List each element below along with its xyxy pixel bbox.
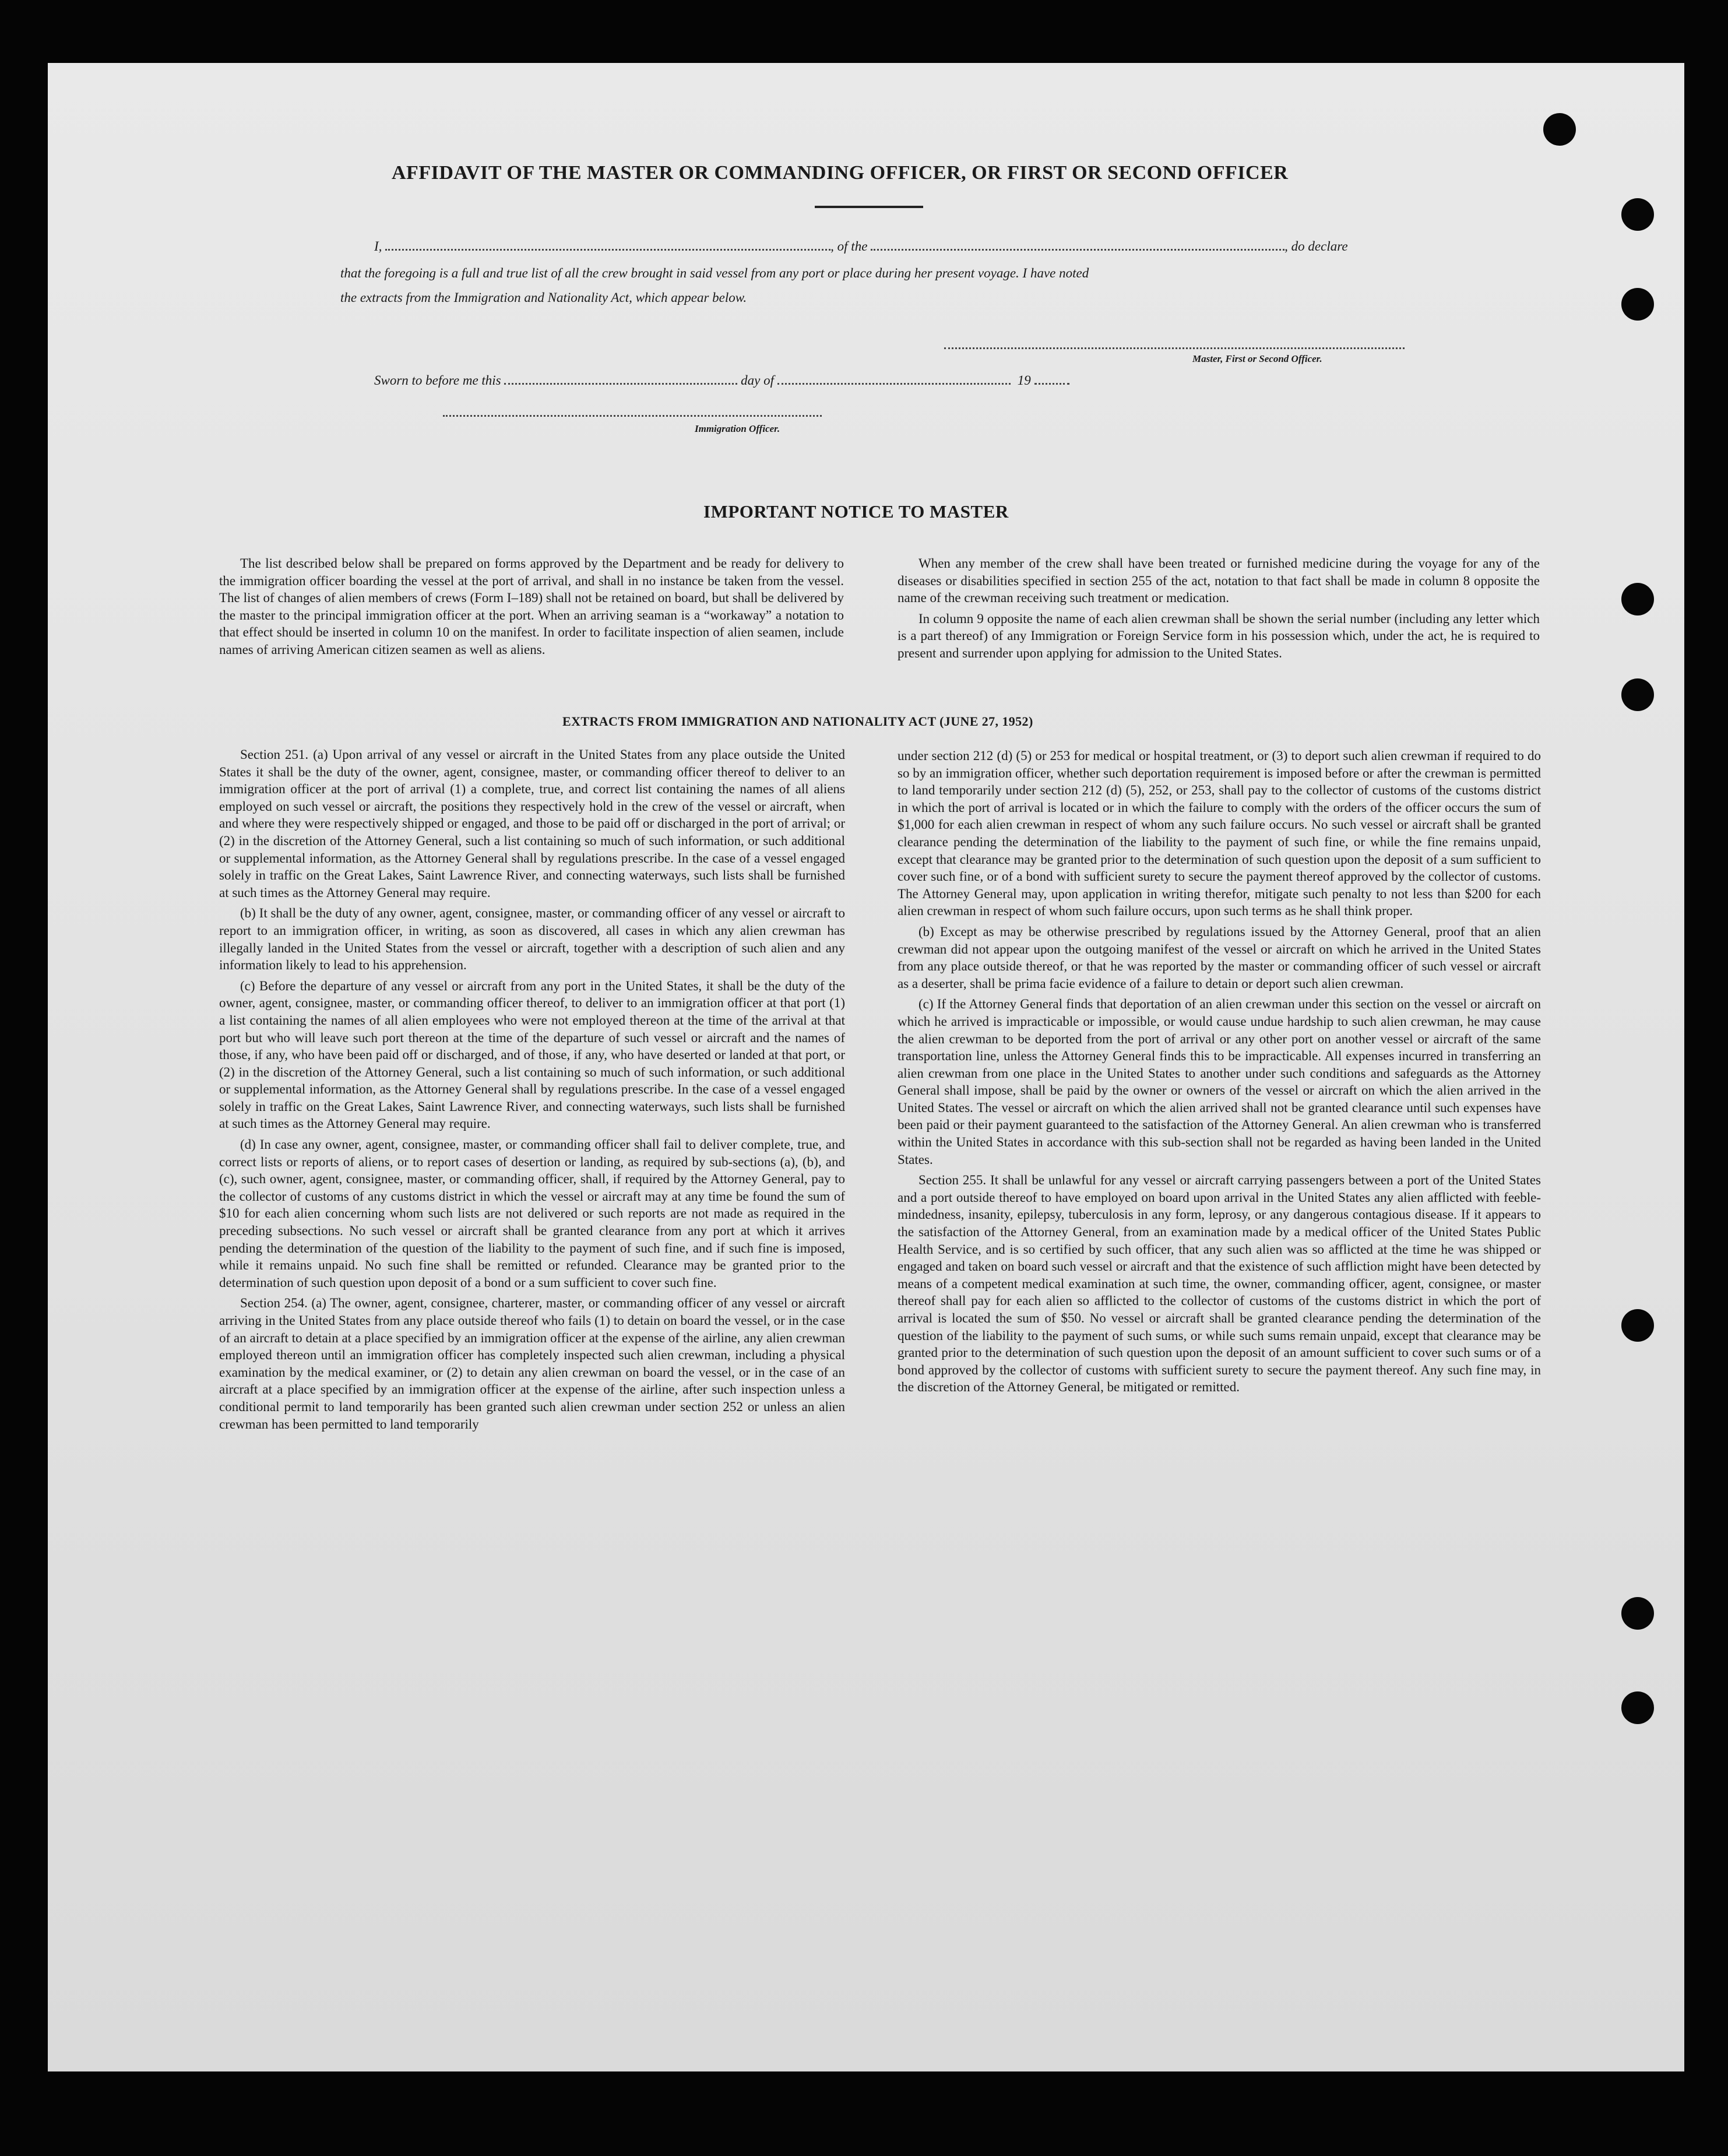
name-field[interactable] <box>385 249 830 251</box>
vessel-field[interactable] <box>871 249 1284 251</box>
master-caption: Master, First or Second Officer. <box>1192 353 1322 364</box>
extracts-title: EXTRACTS FROM IMMIGRATION AND NATIONALITY ACT (JUNE 27, 1952) <box>562 714 1033 729</box>
punch-hole <box>1621 678 1654 711</box>
affidavit-line3: the extracts from the Immigration and Nationality Act, which appear below. <box>340 290 747 305</box>
master-signature-line[interactable] <box>944 347 1405 349</box>
officer-caption: Immigration Officer. <box>695 423 780 434</box>
punch-hole <box>1621 1597 1654 1630</box>
punch-hole <box>1543 113 1576 146</box>
sworn-label: Sworn to before me this <box>374 373 501 388</box>
affidavit-title: AFFIDAVIT OF THE MASTER OR COMMANDING OFFICER, OR FIRST OR SECOND OFFICER <box>392 162 1289 184</box>
section-254c: (c) If the Attorney General finds that deportation of an alien crewman under this section on the vessel or aircraft on which he arrived is impracticable or impossible, or would cause undue hardship to such alien crewman, he may cause the alien crewman to be deported from the port of arrival or any other port on another vessel or aircraft of the same transportation line, unless the Attorney General finds this to be impracticable. All expenses incurred in transferring an alien crewman from one place in the United States to another under such conditions and safeguards as the Attorney General shall impose, shall be paid by the owner or owners of the vessel or aircraft on which the alien arrived in the United States. The vessel or aircraft on which the alien arrived shall not be granted clearance until such expenses have been paid or their payment guaranteed to the satisfaction of the Attorney General. An alien crewman who is transferred within the United States in accordance with this sub-section shall not be regarded as having been landed in the United States. <box>898 997 1541 1167</box>
affidavit-do-declare: , do declare <box>1284 239 1348 254</box>
punch-hole <box>1621 198 1654 231</box>
section-255: Section 255. It shall be unlawful for any vessel or aircraft carrying passengers between a port of the United States and a port outside thereof to have employed on board upon arrival in the United States any alien afflicted with feeble-mindedness, insanity, epilepsy, tuberculosis in any form, leprosy, or any dangerous contagious disease. If it appears to the satisfaction of the Attorney General, from an examination made by a medical officer of the United States Public Health Service, and is so certified by such officer, that any such alien was so afflicted at the time he was shipped or engaged and taken on board such vessel or aircraft and that the existence of such affliction might have been detected by means of a competent medical examination at such time, the owner, commanding officer, agent, consignee, or master thereof shall pay for each alien so afflicted to the collector of customs of the customs district in which the port of arrival is located the sum of $50. No vessel or aircraft shall be granted clearance pending the determination of the question of the liability to the payment of such sums, or while such sums remain unpaid, except that clearance may be granted prior to the determination of such question upon the deposit of an amount sufficient to cover such sums or of a bond approved by the collector of customs with sufficient surety to secure the payment thereof. Any such fine may, in the discretion of the Attorney General, be mitigated or remitted. <box>898 1173 1541 1395</box>
section-251c: (c) Before the departure of any vessel or aircraft from any port in the United States, it shall be the duty of the owner, agent, consignee, master, or commanding officer thereof, to deliver to an immigration officer at that port (1) a list containing the names of all alien employees who were not employed thereon at the time of the arrival at that port but who will leave such port thereon at the time of the departure of such vessel or aircraft and the names of those, if any, who have been paid off or discharged, and of those, if any, who have deserted or landed at that port, or (2) in the discretion of the Attorney General, such a list containing so much of such information, or such additional or supplemental information, as the Attorney General shall by regulations prescribe. In the case of a vessel engaged solely in traffic on the Great Lakes, Saint Lawrence River, and connecting waterways, such lists shall be furnished at such times as the Attorney General may require. <box>219 978 845 1131</box>
sworn-day-field[interactable] <box>504 383 737 385</box>
section-251a: Section 251. (a) Upon arrival of any vessel or aircraft in the United States from any place outside the United States it shall be the duty of the owner, agent, consignee, master, or commanding officer thereof to deliver to an immigration officer at the port of arrival (1) a complete, true, and correct list containing the names of all aliens employed on such vessel or aircraft, the positions they respectively hold in the crew of the vessel or aircraft, when and where they were respectively shipped or engaged, and those to be paid off or discharged in the port of arrival; or (2) in the discretion of the Attorney General, such a list containing so much of such information, or such additional or supplemental information, as the Attorney General shall by regulations prescribe. In the case of a vessel engaged solely in traffic on the Great Lakes, Saint Lawrence River, and connecting waterways, such lists shall be furnished at such times as the Attorney General may require. <box>219 747 845 900</box>
section-254a: Section 254. (a) The owner, agent, consignee, charterer, master, or commanding officer of any vessel or aircraft arriving in the United States from any place outside thereof who fails (1) to detain on board the vessel, or in the case of an aircraft to detain at a place specified by an immigration officer at the expense of the airline, any alien crewman employed thereon until an immigration officer has completely inspected such alien crewman, including a physical examination by the medical examiner, or (2) to detain any alien crewman on board the vessel, or in the case of an aircraft at a place specified by an immigration officer at the expense of the airline, after such inspection unless a conditional permit to land temporarily has been granted such alien crewman under section 252 or unless an alien crewman has been permitted to land temporarily <box>219 1296 845 1432</box>
notice-title: IMPORTANT NOTICE TO MASTER <box>703 501 1009 522</box>
notice-right-paragraph-1: When any member of the crew shall have been treated or furnished medicine during the voyage for any of the diseases or disabilities specified in section 255 of the act, notation to that fact shall be made in column 8 opposite the name of the crewman receiving such treatment or medication. <box>898 556 1540 605</box>
section-251d: (d) In case any owner, agent, consignee, master, or commanding officer shall fail to deliver complete, true, and correct lists or reports of aliens, or to report cases of desertion or landing, as required by sub-sections (a), (b), and (c), such owner, agent, consignee, master, or commanding officer, shall, if required by the Attorney General, pay to the collector of customs of any customs district in which the vessel or aircraft may at any time be found the sum of $10 for each alien concerning whom such lists are not delivered or such reports are not made as required in the preceding subsections. No such vessel or aircraft shall be granted clearance from any port at which it arrives pending the determination of the question of the liability to the payment of such fine, and if such fine is imposed, while it remains unpaid. No such fine shall be remitted or refunded. Clearance may be granted prior to the determination of such question upon deposit of a bond or a sum sufficient to cover such fine. <box>219 1137 845 1290</box>
section-254a-continued: under section 212 (d) (5) or 253 for medical or hospital treatment, or (3) to deport such alien crewman if required to do so by an immigration officer, whether such deportation requirement is imposed before or after the crewman is permitted to land temporarily under section 212 (d) (5), 252, or 253, shall pay to the collector of customs of the customs district in which the port of arrival is located or in which the failure to comply with the orders of the officer occurs the sum of $1,000 for each alien crewman in respect of whom any such failure occurs. No such vessel or aircraft shall be granted clearance pending the determination of the liability to the payment of such fine, or while the fine remains unpaid, except that clearance may be granted prior to the determination of such question upon the deposit of a sum sufficient to cover such fine, or of a bond with sufficient surety to secure the payment thereof approved by the collector of customs. The Attorney General may, upon application in writing therefor, mitigate such penalty to not less than $200 for each alien crewman in respect of whom such failure occurs, upon such terms as he shall think proper. <box>898 748 1541 919</box>
year-prefix: 19 <box>1017 373 1031 388</box>
extracts-right-column <box>898 747 1541 1399</box>
section-254b: (b) Except as may be otherwise prescribed by regulations issued by the Attorney General, proof that an alien crewman did not appear upon the outgoing manifest of the vessel or aircraft on which he arrived in the United States from any place outside thereof, or that he was reported by the master or commanding officer of such vessel or aircraft as a deserter, shall be prima facie evidence of a failure to detain or deport such alien crewman. <box>898 924 1541 991</box>
affidavit-of-the: , of the <box>830 239 868 254</box>
extracts-left-column <box>219 746 845 1436</box>
punch-hole <box>1621 1309 1654 1342</box>
notice-right-paragraph-2: In column 9 opposite the name of each alien crewman shall be shown the serial number (including any letter which is a part thereof) of any Immigration or Foreign Service form in his possession which, under the act, he is required to present and surrender upon applying for admission to the United States. <box>898 611 1540 660</box>
sworn-line <box>374 373 1155 388</box>
title-divider <box>815 206 923 208</box>
affidavit-i: I, <box>374 239 382 254</box>
notice-left-paragraph: The list described below shall be prepared on forms approved by the Department and be ready for delivery to the immigration officer boarding the vessel at the port of arrival, and shall in no instance be taken from the vessel. The list of changes of alien members of crews (Form I–189) shall not be retained on board, but shall be delivered by the master to the principal immigration officer at the port. When an arriving seaman is a “workaway” a notation to that effect should be inserted in column 10 on the manifest. In order to facilitate inspection of alien seamen, include names of arriving American citizen seamen as well as aliens. <box>219 556 844 657</box>
sworn-year-field[interactable] <box>1034 383 1069 385</box>
officer-signature-line[interactable] <box>443 415 822 417</box>
punch-hole <box>1621 288 1654 321</box>
sworn-month-field[interactable] <box>777 383 1011 385</box>
section-251b: (b) It shall be the duty of any owner, agent, consignee, master, or commanding officer of any vessel or aircraft to report to an immigration officer, in writing, as soon as discovered, all cases in which any alien crewman has illegally landed in the United States from the vessel or aircraft, together with a description of such alien and any information likely to lead to his apprehension. <box>219 906 845 973</box>
affidavit-line1 <box>374 239 1400 254</box>
affidavit-line2: that the foregoing is a full and true list of all the crew brought in said vessel from any port or place during her present voyage. I have noted <box>340 266 1089 280</box>
notice-right-column <box>898 555 1540 665</box>
day-of-label: day of <box>741 373 774 388</box>
punch-hole <box>1621 1691 1654 1724</box>
punch-hole <box>1621 583 1654 616</box>
